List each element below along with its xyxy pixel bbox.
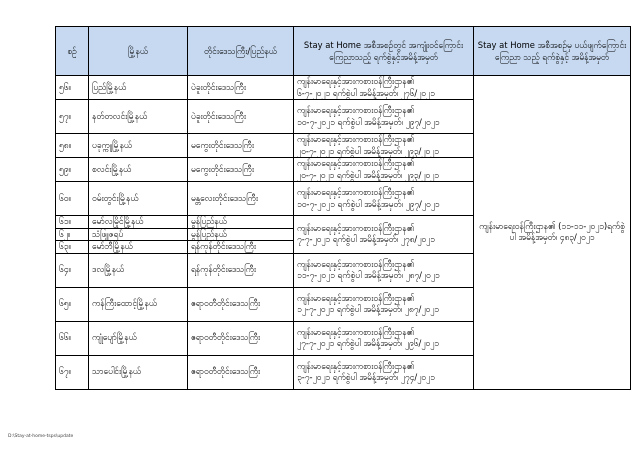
row-no: ၆၇။: [56, 355, 89, 389]
row-order: [294, 355, 474, 389]
row-region: ဧရာဝတီတိုင်းဒေသကြီး: [188, 355, 294, 389]
row-order: [294, 287, 474, 321]
row-no: ၆၃။: [56, 241, 89, 254]
row-region: မွန်ပြည်နယ်: [188, 216, 294, 229]
row-order: [294, 182, 474, 216]
order-line1: ကျန်းမာရေးနှင့်အားကစားဝန်ကြီးဌာန၏: [297, 76, 415, 86]
file-path-footer: D:\Stay-at-home-tsps\update: [8, 434, 74, 439]
township-table: [55, 26, 631, 390]
row-no: ၆၀။: [56, 182, 89, 216]
header-stay-home-order: Stay at Home အစီအစဉ်တွင် အကျုံးဝင်ကြောင်း ကြေညာသည့် ရက်စွဲနှင့်အမိန့်အမှတ်: [294, 27, 474, 76]
order-line2: ၁၀-၇-၂၀၂၁ ရက်စွဲပါ အမိန့်အမှတ်၊ ၂၉၇/၂၀၂၁: [297, 198, 440, 209]
row-township: ပြည်မြို့နယ်: [89, 76, 188, 100]
row-region: ရန်ကုန်တိုင်းဒေသကြီး: [188, 241, 294, 254]
order-line1: ကျန်းမာရေးနှင့်အားကစားဝန်ကြီးဌာန၏: [297, 134, 415, 144]
row-township: ဝမ်းတွင်းမြို့နယ်: [89, 182, 188, 216]
row-no: ၆၁။: [56, 216, 89, 229]
lifted-order-cell: ကျန်းမာရေးဝန်ကြီးဌာန၏ (၁၁-၁၁-၂၀၂၁)ရက်စွဲပါ အမိန့်အမှတ်၊ ၄၈၃/၂၀၂၁: [474, 76, 631, 390]
order-line1: ကျန်းမာရေးနှင့်အားကစားဝန်ကြီးဌာန၏: [297, 222, 415, 233]
document-sheet: [55, 26, 630, 390]
order-line2: ၃-၇-၂၀၂၁ ရက်စွဲပါ အမိန့်အမှတ်၊ ၂၇၄/၂၀၂၁: [297, 372, 435, 382]
row-order: [294, 158, 474, 182]
row-township: ကန်ကြီးထောင့်မြို့နယ်: [89, 287, 188, 321]
row-no: ၅၆။: [56, 76, 89, 100]
header-township: မြို့နယ်: [89, 27, 188, 76]
row-township: ကျုံပျော်မြို့နယ်: [89, 321, 188, 355]
order-line2: ၁၂-၇-၂၀၂၁ ရက်စွဲပါ အမိန့်အမှတ်၊ ၂၈၇/၂၀၂၁: [297, 304, 439, 314]
row-township: သံဖြူဇရပ်: [89, 228, 188, 241]
row-region: မွန်ပြည်နယ်: [188, 228, 294, 241]
row-order: [294, 100, 474, 134]
row-no: ၅၉။: [56, 158, 89, 182]
row-region: ဧရာဝတီတိုင်းဒေသကြီး: [188, 287, 294, 321]
header-region: တိုင်းဒေသကြီး/ပြည်နယ်: [188, 27, 294, 76]
order-line1: ကျန်းမာရေးနှင့်အားကစားဝန်ကြီးဌာန၏: [297, 187, 415, 197]
row-township: မော်လမြိုင်မြို့နယ်: [89, 216, 188, 229]
row-region: မကွေးတိုင်းဒေသကြီး: [188, 134, 294, 158]
order-line2: ၁၀-၇-၂၀၂၁ ရက်စွဲပါ အမိန့်အမှတ်၊ ၂၉၇/၂၀၂၁: [297, 116, 440, 127]
row-no: ၆၂။: [56, 228, 89, 241]
row-township: သာပေါင်းမြို့နယ်: [89, 355, 188, 389]
order-line2: ၂၇-၇-၂၀၂၁ ရက်စွဲပါ အမိန့်အမှတ်၊ ၂၉၆/၂၀၂၁: [297, 338, 439, 348]
row-order: [294, 76, 474, 100]
order-line1: ကျန်းမာရေးနှင့်အားကစားဝန်ကြီးဌာန၏: [297, 360, 415, 371]
order-line2: ၇-၇-၂၀၂၁ ရက်စွဲပါ အမိန့်အမှတ်၊ ၂၇၈/၂၀၂၁: [297, 234, 435, 245]
order-line1: ကျန်းမာရေးနှင့်အားကစားဝန်ကြီးဌာန၏: [297, 258, 415, 269]
order-line1: ကျန်းမာရေးနှင့်အားကစားဝန်ကြီးဌာန၏: [297, 292, 415, 303]
row-region: ဧရာဝတီတိုင်းဒေသကြီး: [188, 321, 294, 355]
order-line1: ကျန်းမာရေးနှင့်အားကစားဝန်ကြီးဌာန၏: [297, 105, 415, 115]
order-line2: ၁၁-၇-၂၀၂၁ ရက်စွဲပါ အမိန့်အမှတ်၊ ၂၈၇/၂၀၂၁: [297, 270, 440, 280]
row-order: [294, 253, 474, 287]
row-no: ၆၅။: [56, 287, 89, 321]
row-region: ရန်ကုန်တိုင်းဒေသကြီး: [188, 253, 294, 287]
row-township: မော်ဘီမြို့နယ်: [89, 241, 188, 254]
table-row: [56, 76, 631, 100]
row-township: ဒလမြို့နယ်: [89, 253, 188, 287]
row-township: နတ်တလင်းမြို့နယ်: [89, 100, 188, 134]
row-township: စလင်းမြို့နယ်: [89, 158, 188, 182]
row-region: ပဲခူးတိုင်းဒေသကြီး: [188, 100, 294, 134]
header-no: စဉ်: [56, 27, 89, 76]
order-line1: ကျန်းမာရေးနှင့်အားကစားဝန်ကြီးဌာန၏: [297, 326, 415, 337]
row-order: [294, 134, 474, 158]
order-line2: ၆-၇-၂၀၂၁ ရက်စွဲပါ အမိန့်အမှတ်၊ ၂၇၆/၂၀၂၁: [297, 87, 435, 98]
row-no: ၆၄။: [56, 253, 89, 287]
order-line2: ၂၀-၇-၂၀၂၁ ရက်စွဲပါ အမိန့်အမှတ်၊ ၂၉၃/၂၀၂၁: [297, 145, 439, 156]
header-lifted-order: Stay at Home အစီအစဉ်မှ ပယ်ဖျက်ကြောင်း ကြေညာ သည့် ရက်စွဲနှင့် အမိန့်အမှတ်: [474, 27, 631, 76]
table-header-row: [56, 27, 631, 76]
row-order: [294, 321, 474, 355]
row-region: မကွေးတိုင်းဒေသကြီး: [188, 158, 294, 182]
row-region: မန္တလေးတိုင်းဒေသကြီး: [188, 182, 294, 216]
order-line2: ၂၀-၇-၂၀၂၁ ရက်စွဲပါ အမိန့်အမှတ်၊ ၂၉၃/၂၀၂၁: [297, 169, 439, 180]
row-order-group: [294, 216, 474, 254]
row-region: ပဲခူးတိုင်းဒေသကြီး: [188, 76, 294, 100]
row-township: ပခုက္ကူမြို့နယ်: [89, 134, 188, 158]
row-no: ၅၈။: [56, 134, 89, 158]
row-no: ၅၇။: [56, 100, 89, 134]
order-line1: ကျန်းမာရေးနှင့်အားကစားဝန်ကြီးဌာန၏: [297, 158, 415, 168]
row-no: ၆၆။: [56, 321, 89, 355]
